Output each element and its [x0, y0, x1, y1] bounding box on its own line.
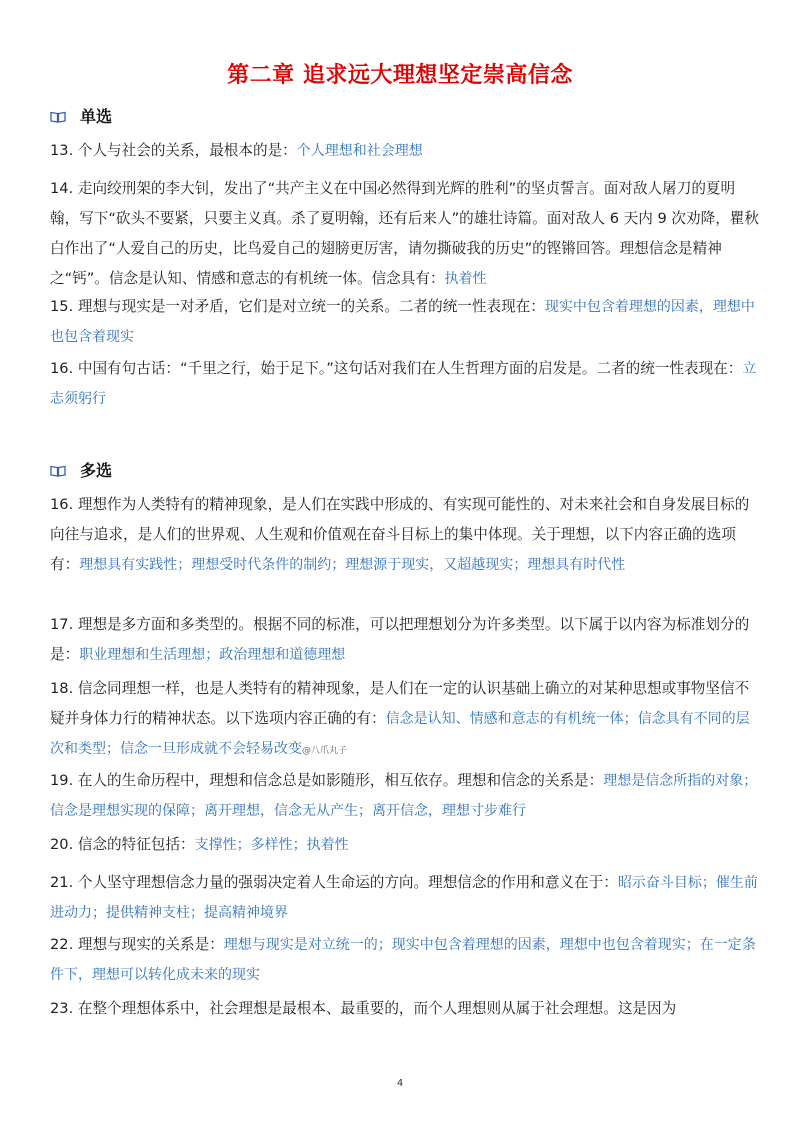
watermark-text: @八爪丸子 — [302, 746, 348, 756]
question-text: 14. 走向绞刑架的李大钊，发出了“共产主义在中国必然得到光辉的胜利”的坚贞誓言。面对敌人屠刀的夏明翰，写下“砍头不要紧，只要主义真。杀了夏明翰，还有后来人”的雄壮诗篇。面对敌人 6 天内 9 次劝降，瞿秋白作出了“人爱自己的历史，比鸟爱自己的翅膀更厉害，请勿撕破我的历史”的铿锵回答。理想信念是精神之“钙”。信念是认知、情感和意志的有机统一体。信念具有： — [50, 180, 759, 287]
question-15 — [50, 292, 760, 352]
question-13 — [50, 136, 760, 166]
question-text: 21. 个人坚守理想信念力量的强弱决定着人生命运的方向。理想信念的作用和意义在于： — [50, 874, 618, 891]
question-22 — [50, 930, 760, 990]
question-text: 23. 在整个理想体系中，社会理想是最根本、最重要的，而个人理想则从属于社会理想。这是因为 — [50, 1000, 677, 1017]
question-20 — [50, 830, 760, 860]
answer-text: 现实中包含着理想的因素，理想中也包含着现实 — [50, 299, 755, 345]
chapter-title: 第二章 追求远大理想坚定崇高信念 — [227, 63, 573, 88]
question-text: 16. 中国有句古话：“千里之行，始于足下。”这句话对我们在人生哲理方面的启发是。二者的统一性表现在： — [50, 360, 743, 377]
question-text: 16. 理想作为人类特有的精神现象，是人们在实践中形成的、有实现可能性的、对未来社会和自身发展目标的向往与追求，是人们的世界观、人生观和价值观在奋斗目标上的集中体现。关于理想，以下内容正确的选项有： — [50, 496, 750, 573]
question-text: 13. 个人与社会的关系，最根本的是： — [50, 142, 297, 159]
question-text: 20. 信念的特征包括： — [50, 836, 195, 853]
page-number: 4 — [396, 1078, 404, 1089]
question-21 — [50, 868, 760, 928]
question-text: 17. 理想是多方面和多类型的。根据不同的标准，可以把理想划分为许多类型。以下属于以内容为标准划分的是： — [50, 616, 750, 663]
answer-text: 昭示奋斗目标；催生前进动力；提供精神支柱；提高精神境界 — [50, 875, 758, 921]
question-text: 18. 信念同理想一样，也是人类特有的精神现象，是人们在一定的认识基础上确立的对某种思想或事物坚信不疑并身体力行的精神状态。以下选项内容正确的有： — [50, 680, 750, 727]
question-23 — [50, 994, 760, 1024]
question-16-multi — [50, 490, 760, 580]
answer-text: 理想是信念所指的对象；信念是理想实现的保障；离开理想，信念无从产生；离开信念，理想寸步难行 — [50, 773, 758, 819]
question-16-single — [50, 354, 760, 414]
answer-text: 执着性 — [444, 271, 487, 287]
book-icon — [50, 111, 66, 123]
answer-text: 职业理想和生活理想；政治理想和道德理想 — [79, 647, 346, 663]
question-text: 15. 理想与现实是一对矛盾，它们是对立统一的关系。二者的统一性表现在： — [50, 298, 545, 315]
answer-text: 立志须躬行 — [50, 361, 757, 407]
answer-text: 个人理想和社会理想 — [296, 143, 423, 159]
question-text: 22. 理想与现实的关系是： — [50, 936, 224, 953]
question-19 — [50, 766, 760, 826]
question-14 — [50, 174, 760, 294]
answer-text: 支撑性；多样性；执着性 — [194, 837, 349, 853]
question-text: 19. 在人的生命历程中，理想和信念总是如影随形，相互依存。理想和信念的关系是： — [50, 772, 604, 789]
question-17 — [50, 610, 760, 670]
section-single-choice — [50, 104, 112, 127]
answer-text: 信念是认知、情感和意志的有机统一体；信念具有不同的层次和类型；信念一旦形成就不会轻易改变 — [50, 711, 750, 757]
section-multi-choice — [50, 458, 112, 481]
section-label: 单选 — [80, 107, 113, 126]
answer-text: 理想具有实践性；理想受时代条件的制约；理想源于现实，又超越现实；理想具有时代性 — [79, 557, 626, 573]
section-label: 多选 — [80, 461, 113, 480]
question-18 — [50, 674, 760, 766]
answer-text: 理想与现实是对立统一的；现实中包含着理想的因素，理想中也包含着现实；在一定条件下，理想可以转化成未来的现实 — [50, 937, 756, 983]
book-icon — [50, 465, 66, 477]
